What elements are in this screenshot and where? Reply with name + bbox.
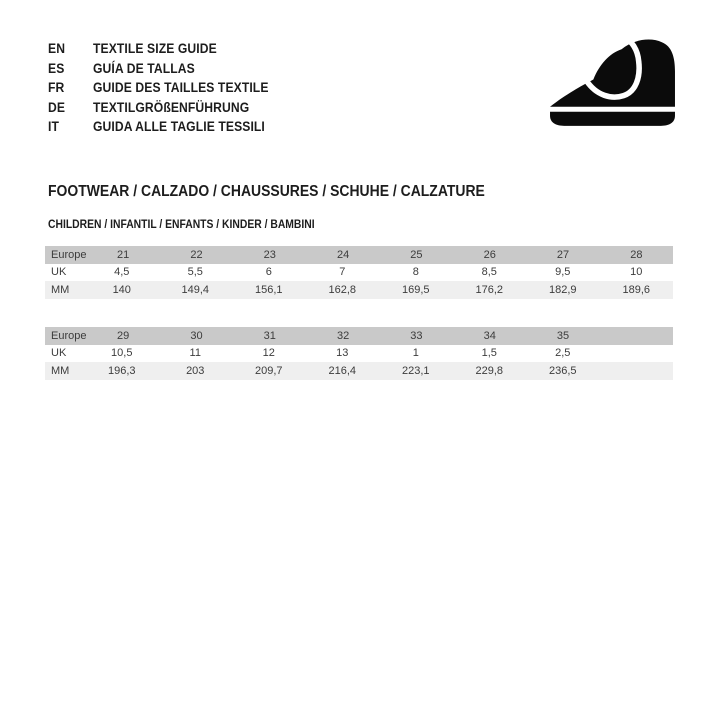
size-value: 10,5 — [111, 347, 133, 360]
size-value: 236,5 — [548, 364, 577, 377]
size-value: 25 — [410, 248, 423, 261]
language-row-es — [48, 59, 269, 79]
language-label: TEXTILGRÖßENFÜHRUNG — [93, 99, 250, 115]
size-value: 9,5 — [555, 266, 571, 279]
language-label: TEXTILE SIZE GUIDE — [93, 41, 217, 57]
language-row-it — [48, 117, 269, 137]
size-value: 23 — [263, 248, 276, 261]
language-list — [48, 39, 269, 137]
row-label: UK — [51, 266, 67, 279]
row-label: MM — [51, 364, 70, 377]
size-value: 149,4 — [181, 283, 210, 296]
size-value: 26 — [483, 248, 496, 261]
row-label: UK — [51, 347, 67, 360]
language-row-de — [48, 98, 269, 118]
size-value: 5,5 — [187, 266, 203, 279]
table-row-mm — [45, 362, 673, 380]
table-row-uk — [45, 345, 673, 363]
row-label: Europe — [51, 248, 87, 261]
size-value: 229,8 — [475, 364, 504, 377]
language-row-fr — [48, 78, 269, 98]
size-value: 216,4 — [328, 364, 357, 377]
language-label: GUIDE DES TAILLES TEXTILE — [93, 80, 269, 96]
table-row-europe — [45, 246, 673, 264]
size-value: 8,5 — [481, 266, 497, 279]
size-value: 196,3 — [107, 364, 136, 377]
row-label: Europe — [51, 329, 87, 342]
size-value: 12 — [262, 347, 275, 360]
row-label: MM — [51, 283, 70, 296]
size-value: 31 — [263, 329, 276, 342]
language-code: IT — [48, 119, 59, 135]
size-value: 33 — [410, 329, 423, 342]
size-table-children-21-28 — [45, 246, 673, 299]
section-subtitle: CHILDREN / INFANTIL / ENFANTS / KINDER / BAMBINI — [48, 219, 315, 231]
table-row-europe — [45, 327, 673, 345]
size-value: 7 — [339, 266, 346, 279]
section-title: FOOTWEAR / CALZADO / CHAUSSURES / SCHUHE / CALZATURE — [48, 183, 485, 200]
size-value: 156,1 — [254, 283, 283, 296]
size-value: 29 — [117, 329, 130, 342]
size-value: 34 — [483, 329, 496, 342]
size-value: 140 — [112, 283, 131, 296]
size-value: 223,1 — [401, 364, 430, 377]
size-value: 32 — [336, 329, 350, 342]
size-value: 203 — [186, 364, 205, 377]
size-value: 4,5 — [114, 266, 130, 279]
size-value: 27 — [556, 248, 570, 261]
size-value: 1,5 — [481, 347, 497, 360]
language-row-en — [48, 39, 269, 59]
size-value: 22 — [190, 248, 203, 261]
size-value: 11 — [189, 347, 201, 360]
language-label: GUIDA ALLE TAGLIE TESSILI — [93, 119, 265, 135]
size-value: 182,9 — [548, 283, 577, 296]
language-code: ES — [48, 60, 65, 76]
size-value: 6 — [265, 266, 272, 279]
children-shoe-icon — [547, 33, 678, 126]
size-value: 8 — [412, 266, 419, 279]
size-value: 209,7 — [254, 364, 283, 377]
size-value: 10 — [630, 266, 643, 279]
size-table-children-29-35 — [45, 327, 673, 380]
table-row-mm — [45, 281, 673, 299]
size-value: 28 — [630, 248, 643, 261]
size-value: 189,6 — [622, 283, 651, 296]
size-value: 169,5 — [401, 283, 430, 296]
size-value: 21 — [117, 248, 130, 261]
size-value: 13 — [336, 347, 349, 360]
language-code: FR — [48, 80, 65, 96]
size-value: 2,5 — [555, 347, 571, 360]
size-value: 30 — [190, 329, 203, 342]
language-code: DE — [48, 99, 66, 115]
size-value: 162,8 — [328, 283, 357, 296]
language-code: EN — [48, 41, 66, 57]
size-value: 176,2 — [475, 283, 504, 296]
size-value: 24 — [336, 248, 350, 261]
table-row-uk — [45, 264, 673, 282]
size-value: 1 — [412, 347, 419, 360]
size-value: 35 — [556, 329, 570, 342]
language-label: GUÍA DE TALLAS — [93, 60, 195, 76]
